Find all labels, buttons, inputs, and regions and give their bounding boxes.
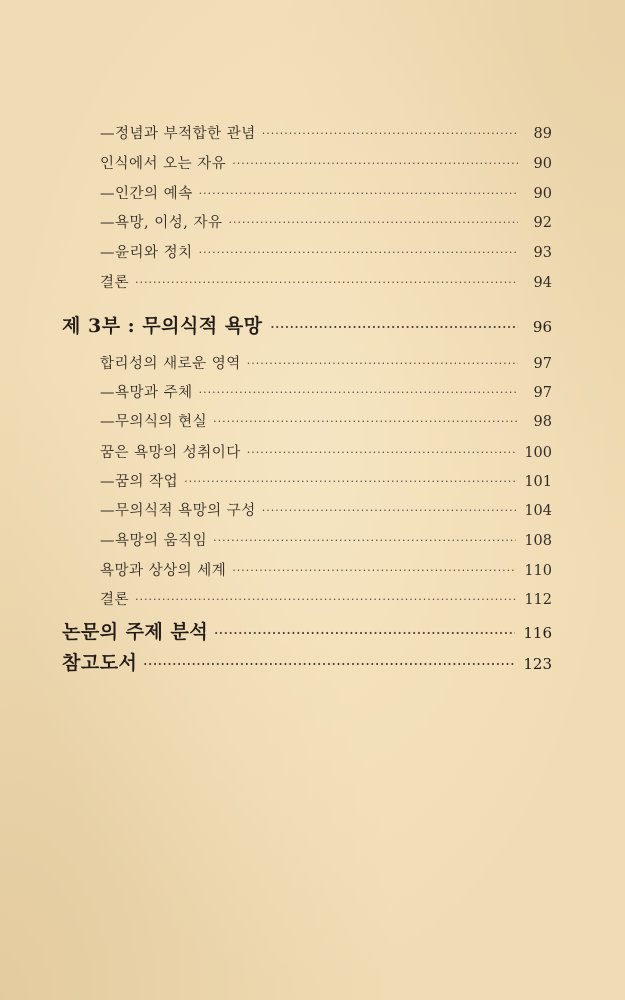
toc-main-title: 참고도서	[62, 652, 138, 674]
toc-entry-title: —무의식적 욕망의 구성	[100, 503, 256, 519]
toc-entry-title: —윤리와 정치	[100, 245, 193, 261]
toc-entry	[100, 211, 552, 232]
toc-entry-title: 결론	[100, 592, 130, 608]
toc-entry	[100, 122, 552, 143]
toc-part-title: 제 3부 : 무의식적 욕망	[62, 315, 263, 337]
toc-entry	[100, 152, 552, 173]
toc-entry	[100, 470, 552, 491]
dot-leader	[213, 415, 518, 428]
dot-leader	[184, 475, 516, 488]
toc-entry	[100, 241, 552, 262]
dot-leader	[262, 127, 518, 140]
toc-entry-page: 92	[533, 215, 552, 231]
dot-leader	[247, 357, 518, 370]
dot-leader	[214, 627, 515, 640]
toc-entry-title: —욕망과 주체	[100, 385, 193, 401]
toc-entry-page: 116	[523, 624, 552, 642]
toc-entry-page: 108	[524, 533, 552, 549]
dot-leader	[199, 246, 518, 259]
dot-leader	[199, 386, 518, 399]
dot-leader	[213, 534, 516, 547]
toc-entry-title: 욕망과 상상의 세계	[100, 563, 227, 579]
toc-entry-page: 98	[533, 414, 552, 430]
toc-entry-page: 90	[533, 156, 552, 172]
toc-entry-page: 90	[533, 186, 552, 202]
dot-leader	[135, 593, 516, 606]
toc-entry-title: —욕망, 이성, 자유	[100, 215, 223, 231]
toc-entry-title: 인식에서 오는 자유	[100, 156, 227, 172]
toc-entry	[100, 271, 552, 292]
toc-entry-page: 93	[533, 245, 552, 261]
dot-leader	[262, 504, 517, 517]
toc-entry-title: —무의식의 현실	[100, 414, 208, 430]
dot-leader	[143, 658, 515, 671]
toc-entry-title: 꿈은 욕망의 성취이다	[100, 445, 241, 461]
dot-leader	[199, 187, 518, 200]
toc-entry	[100, 499, 552, 520]
toc-entry	[100, 410, 552, 431]
toc-entry-page: 94	[533, 275, 552, 291]
dot-leader	[247, 446, 517, 459]
toc-part-heading	[62, 311, 552, 338]
toc-entry-page: 97	[533, 385, 552, 401]
toc-entry-page: 89	[533, 126, 552, 142]
dot-leader	[228, 216, 518, 229]
toc-entry-page: 104	[524, 503, 552, 519]
toc-entry-title: —꿈의 작업	[100, 474, 179, 490]
dot-leader	[135, 276, 518, 289]
toc-entry-page: 112	[524, 592, 552, 608]
toc-main-heading	[62, 648, 552, 675]
toc-entry-title: 결론	[100, 275, 130, 291]
dot-leader	[232, 157, 518, 170]
toc-entry-page: 110	[524, 563, 552, 579]
toc-entry-page: 97	[533, 356, 552, 372]
toc-main-title: 논문의 주제 분석	[62, 621, 209, 643]
toc-entry-title: —정념과 부적합한 관념	[100, 126, 256, 142]
toc-entry-page: 96	[532, 318, 552, 336]
toc-entry	[100, 441, 552, 462]
toc-entry	[100, 182, 552, 203]
dot-leader	[232, 564, 516, 577]
toc-entry-page: 123	[523, 655, 552, 673]
toc-entry-title: —인간의 예속	[100, 186, 193, 202]
toc-entry	[100, 381, 552, 402]
toc-entry-page: 100	[524, 445, 552, 461]
toc-entry	[100, 559, 552, 580]
toc-entry-title: 합리성의 새로운 영역	[100, 356, 241, 372]
dot-leader	[271, 321, 518, 334]
toc-entry	[100, 588, 552, 609]
toc-entry-page: 101	[524, 474, 552, 490]
toc-main-heading	[62, 617, 552, 644]
toc-entry-title: —욕망의 움직임	[100, 533, 208, 549]
toc-entry	[100, 352, 552, 373]
toc-entry	[100, 529, 552, 550]
